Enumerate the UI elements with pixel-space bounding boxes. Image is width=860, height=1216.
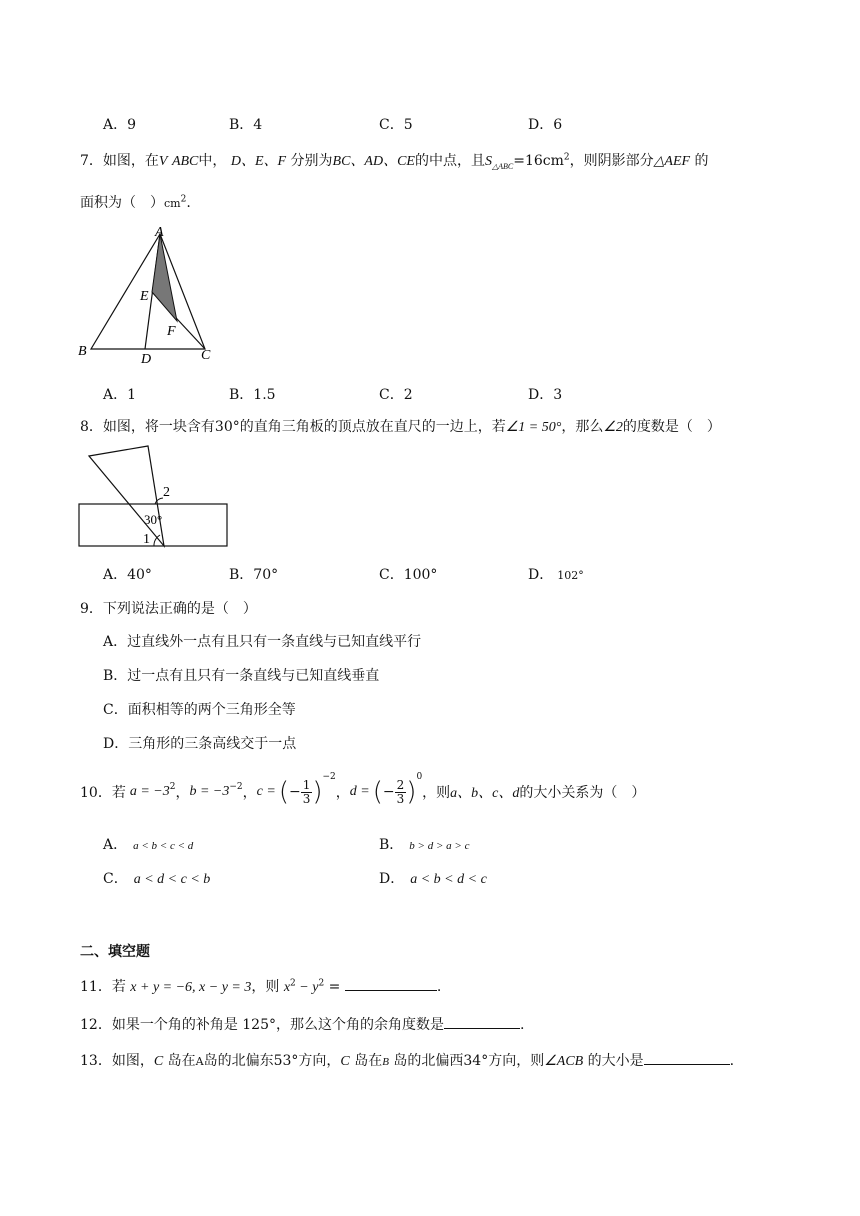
q10-d-paren-close: ) xyxy=(406,777,417,807)
q13-angle2: 34° xyxy=(463,1053,489,1069)
q10-c-paren-close: ) xyxy=(312,777,323,807)
q8-choice-d[interactable] xyxy=(528,564,584,584)
q13-end: . xyxy=(729,1053,735,1069)
section-title-fill-in: 二、填空题 xyxy=(80,944,150,960)
q11-exp2: 2 xyxy=(318,978,325,989)
q7-choice-c[interactable]: C．2 xyxy=(379,387,413,403)
q11-end: . xyxy=(436,979,442,995)
q11-exp1: 2 xyxy=(290,978,296,989)
q6-choice-d[interactable]: D．6 xyxy=(528,117,563,133)
q13-text: 岛的北偏东 xyxy=(203,1053,274,1069)
q13-stem xyxy=(80,1050,734,1070)
label-d: D xyxy=(141,352,152,367)
label-b: B xyxy=(78,344,87,359)
q13-answer-blank[interactable] xyxy=(644,1050,730,1065)
q9-option-c[interactable]: C．面积相等的两个三角形全等 xyxy=(103,702,296,718)
q13-island-a: A xyxy=(195,1055,204,1068)
q7-area-exp: 2 xyxy=(563,152,570,163)
q13-text: 13．如图， xyxy=(80,1053,154,1069)
q6-choice-a[interactable]: A．9 xyxy=(103,117,137,133)
q10-vars: a、b、c、d xyxy=(450,786,520,801)
q7-unit-exp: 2 xyxy=(180,194,187,205)
q7-text: 的中点，且 xyxy=(414,153,485,169)
q8-text: ，那么 xyxy=(561,419,604,435)
q10-d-exp: 0 xyxy=(416,772,423,782)
q7-stem-line1 xyxy=(80,150,709,171)
q7-text: 面积为（ ） xyxy=(80,195,164,211)
q6-choice-b[interactable]: B．4 xyxy=(229,117,263,133)
q7-segments: BC、AD、CE xyxy=(332,154,415,169)
q13-angle1: 53° xyxy=(273,1053,299,1069)
q10-a-def: a = −3 xyxy=(129,784,170,799)
label-a: A xyxy=(155,225,164,240)
q11-text: ，则 xyxy=(251,979,280,995)
q10-c-den: 3 xyxy=(302,791,311,806)
q8-choice-a[interactable]: A．40° xyxy=(103,567,152,583)
q7-area-value: =16cm xyxy=(513,153,564,169)
q7-choice-b[interactable]: B．1.5 xyxy=(229,387,276,403)
q10-d-lhs: d = xyxy=(349,784,370,799)
label-2: 2 xyxy=(163,485,170,500)
q13-text: 方向， xyxy=(298,1053,341,1069)
q10-c-minus: − xyxy=(288,784,301,800)
q10-c-num: 1 xyxy=(302,777,311,792)
q7-tri-symbol: V xyxy=(158,154,168,169)
q10-choice-c-expr: a < d < c < b xyxy=(133,872,211,887)
q8-choice-b[interactable]: B．70° xyxy=(229,567,279,583)
q10-comma: ， xyxy=(175,785,190,801)
q10-d-minus: − xyxy=(382,784,395,800)
q13-island-c: C xyxy=(340,1054,350,1069)
q10-number: 10．若 xyxy=(80,785,126,801)
q8-stem xyxy=(80,416,721,436)
q12-answer-blank[interactable] xyxy=(444,1014,520,1029)
q10-c-lhs: c = xyxy=(256,784,276,799)
q10-b-def: b = −3 xyxy=(189,784,230,799)
q10-text: 的大小关系为（ ） xyxy=(519,785,646,801)
q10-comma: ， xyxy=(242,785,257,801)
q13-angle-acb: ∠ACB xyxy=(544,1054,584,1069)
q7-text: 如图，在 xyxy=(102,153,159,169)
q7-choice-d[interactable]: D．3 xyxy=(528,387,563,403)
q7-text: 中， xyxy=(198,153,227,169)
q10-choice-d-letter: D． xyxy=(379,871,405,887)
q9-option-a[interactable]: A．过直线外一点有且只有一条直线与已知直线平行 xyxy=(103,634,422,650)
q9-stem: 9．下列说法正确的是（ ） xyxy=(80,601,257,617)
q8-angle30: 30° xyxy=(214,419,240,435)
q11-stem xyxy=(80,976,441,996)
q13-text: 岛在 xyxy=(354,1053,383,1069)
q10-c-fraction xyxy=(301,779,313,806)
q8-text: 的度数是（ ） xyxy=(622,419,721,435)
label-1: 1 xyxy=(143,532,150,547)
q11-answer-blank[interactable] xyxy=(345,976,437,991)
q7-number: 7． xyxy=(80,153,103,169)
q10-choice-d-expr: a < b < d < c xyxy=(410,872,487,887)
q10-choice-a[interactable] xyxy=(103,834,193,854)
q8-text: 8．如图，将一块含有 xyxy=(80,419,215,435)
q12-stem xyxy=(80,1014,524,1034)
q8-text: 的直角三角板的顶点放在直尺的一边上，若 xyxy=(239,419,506,435)
q10-c-exp: −2 xyxy=(322,772,336,782)
label-e: E xyxy=(140,289,149,304)
q7-points: D、E、F xyxy=(230,154,287,169)
set-square xyxy=(89,446,164,546)
q10-d-num: 2 xyxy=(396,777,405,792)
q10-b-exp: −2 xyxy=(229,782,243,792)
q10-choice-b-expr: b > d > a > c xyxy=(409,840,470,852)
q10-choice-d[interactable] xyxy=(379,868,487,888)
q8-angle1: ∠1 = 50° xyxy=(505,420,562,435)
q8-angle2: ∠2 xyxy=(603,420,623,435)
q13-text: 岛的北偏西 xyxy=(393,1053,464,1069)
q9-option-b[interactable]: B．过一点有且只有一条直线与已知直线垂直 xyxy=(103,668,380,684)
q13-text: 的大小是 xyxy=(587,1053,644,1069)
label-f: F xyxy=(167,324,176,339)
q12-end: . xyxy=(520,1017,525,1033)
q11-eq: = xyxy=(324,979,341,995)
q10-comma: ， xyxy=(335,785,350,801)
q7-text: 分别为 xyxy=(290,153,333,169)
q10-d-paren-open: ( xyxy=(372,777,383,807)
q7-tri-name: ABC xyxy=(171,154,199,169)
q10-a-exp: 2 xyxy=(169,782,176,792)
q11-expr-x: x xyxy=(283,980,291,995)
label-30: 30° xyxy=(144,512,163,527)
q11-text: 11．若 xyxy=(80,979,126,995)
q10-text: ，则 xyxy=(422,785,451,801)
q7-stem-line2 xyxy=(80,192,191,212)
q10-choice-a-expr: a < b < c < d xyxy=(133,840,194,852)
q10-choice-b[interactable] xyxy=(379,834,469,854)
q7-choice-a[interactable]: A．1 xyxy=(103,387,137,403)
q6-choice-c[interactable]: C．5 xyxy=(379,117,413,133)
q9-option-d[interactable]: D．三角形的三条高线交于一点 xyxy=(103,736,297,752)
q13-island-c: C xyxy=(153,1054,164,1069)
q13-island-b: B xyxy=(382,1056,389,1068)
q11-condition: x + y = −6, x − y = 3 xyxy=(130,980,252,995)
q7-text: ，则阴影部分 xyxy=(569,153,654,169)
q7-unit: cm xyxy=(164,197,181,210)
label-c: C xyxy=(201,348,211,363)
q13-text: 方向，则 xyxy=(488,1053,545,1069)
q10-choice-c-letter: C． xyxy=(103,871,128,887)
q7-area-sub: △ABC xyxy=(491,161,514,171)
q10-d-fraction xyxy=(395,779,407,806)
q12-text: 12．如果一个角的补角是 125°，那么这个角的余角度数是 xyxy=(80,1017,444,1033)
q10-choice-a-letter: A． xyxy=(103,837,128,853)
q7-shaded: △AEF xyxy=(653,154,691,169)
q11-expr-y: − y xyxy=(295,980,319,995)
q13-text: 岛在 xyxy=(167,1053,196,1069)
q10-d-den: 3 xyxy=(396,791,405,806)
q8-choice-d-value: 102° xyxy=(557,569,584,582)
q10-stem xyxy=(80,772,645,812)
q7-text: . xyxy=(186,195,191,211)
q10-choice-c[interactable] xyxy=(103,868,210,888)
q8-ruler-figure xyxy=(76,442,236,552)
q7-area-label: S xyxy=(484,154,492,169)
q10-c-paren-open: ( xyxy=(278,777,289,807)
q7-triangle-figure xyxy=(78,222,228,367)
q10-choice-b-letter: B． xyxy=(379,837,404,853)
q8-choice-c[interactable]: C．100° xyxy=(379,567,438,583)
q8-choice-d-letter: D． xyxy=(528,567,554,583)
q7-text: 的 xyxy=(694,153,709,169)
